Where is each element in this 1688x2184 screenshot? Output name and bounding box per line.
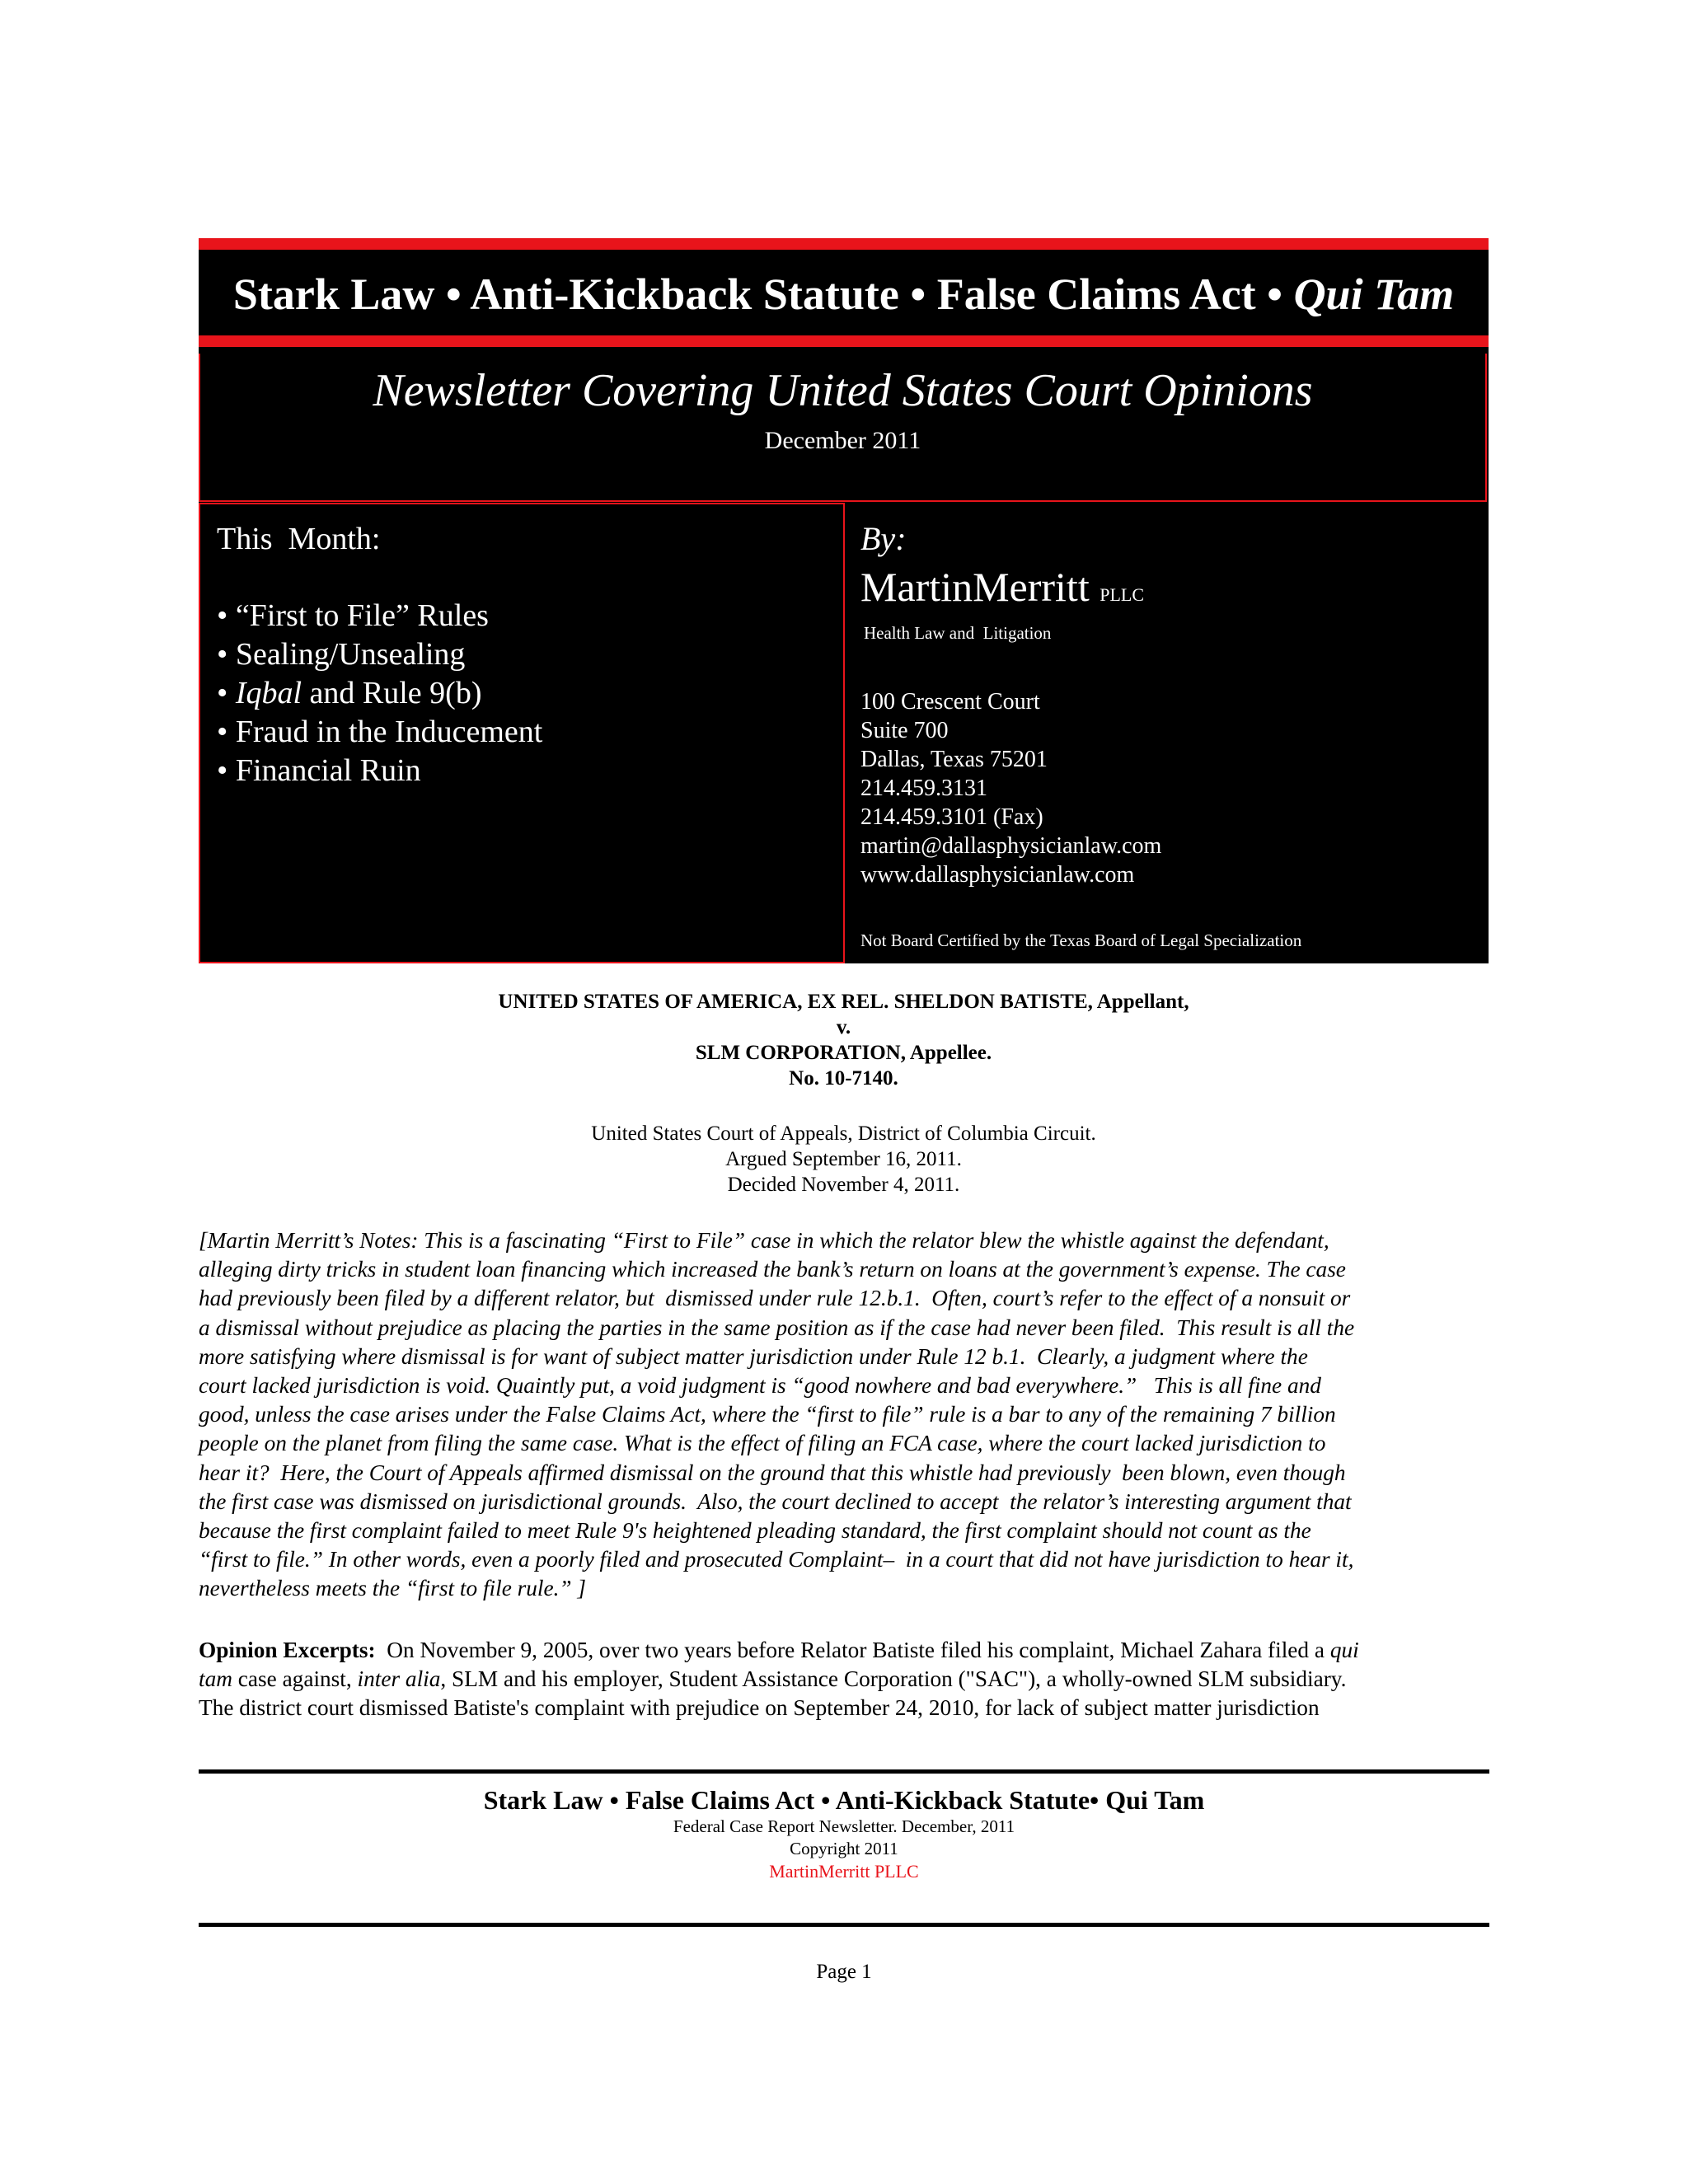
- topic-item: • Financial Ruin: [217, 753, 421, 788]
- notes-line: hear it? Here, the Court of Appeals affirmed dismissal on the ground that this whistle had previously been blown, even though: [199, 1460, 1346, 1485]
- by-label: By:: [860, 520, 907, 557]
- editor-notes: [199, 1226, 1489, 1604]
- red-top-bar: [199, 238, 1489, 250]
- notes-line: a dismissal without prejudice as placing the parties in the same position as if the case had never been filed. This result is all the: [199, 1315, 1355, 1340]
- notes-line: because the first complaint failed to meet Rule 9's heightened pleading standard, the first complaint should not count as the: [199, 1518, 1311, 1544]
- topic-item: • Sealing/Unsealing: [217, 637, 466, 672]
- phone-number: 214.459.3131: [860, 776, 987, 801]
- issue-date: December 2011: [764, 427, 921, 454]
- topics-list: [217, 597, 542, 790]
- newsletter-header: [199, 238, 1489, 963]
- notes-line: the first case was dismissed on jurisdictional grounds. Also, the court declined to accept the relator’s interesting argument that: [199, 1488, 1352, 1514]
- footer-firm-name: MartinMerritt PLLC: [769, 1861, 919, 1882]
- case-party-line: UNITED STATES OF AMERICA, EX REL. SHELDON BATISTE, Appellant,: [498, 991, 1189, 1013]
- topic-item: • “First to File” Rules: [217, 598, 489, 633]
- fax-number: 214.459.3101 (Fax): [860, 804, 1043, 830]
- footer-top-rule: [199, 1769, 1489, 1774]
- newsletter-subtitle: Newsletter Covering United States Court Opinions: [373, 365, 1313, 416]
- case-versus: v.: [836, 1016, 851, 1038]
- firm-tagline: Health Law and Litigation: [864, 623, 1052, 643]
- address-line: 100 Crescent Court: [860, 689, 1040, 715]
- address-line: Dallas, Texas 75201: [860, 747, 1048, 772]
- topic-item: • Iqbal and Rule 9(b): [217, 676, 482, 710]
- excerpt-line: The district court dismissed Batiste's complaint with prejudice on September 24, 2010, for lack of subject matter jurisdiction: [199, 1695, 1320, 1721]
- excerpt-line: tam case against, inter alia, SLM and his employer, Student Assistance Corporation ("SAC"), a wholly-owned SLM subsidiary.: [199, 1666, 1347, 1692]
- email-address: martin@dallasphysicianlaw.com: [860, 833, 1162, 859]
- this-month-heading: This Month:: [217, 522, 381, 556]
- address-line: Suite 700: [860, 718, 949, 743]
- notes-line: people on the planet from filing the same case. What is the effect of filing an FCA case, where the court lacked jurisdiction to: [199, 1431, 1326, 1456]
- footer-title: Stark Law • False Claims Act • Anti-Kickback Statute• Qui Tam: [483, 1785, 1205, 1815]
- firm-name: MartinMerritt PLLC: [860, 564, 1145, 610]
- notes-line: court lacked jurisdiction is void. Quaintly put, a void judgment is “good nowhere and bad everywhere.” This is all fine and: [199, 1373, 1321, 1399]
- footer-copyright: Copyright 2011: [790, 1839, 898, 1858]
- case-party-line: SLM CORPORATION, Appellee.: [695, 1042, 992, 1064]
- certification-disclaimer: Not Board Certified by the Texas Board of Legal Specialization: [860, 930, 1302, 950]
- notes-line: [Martin Merritt’s Notes: This is a fascinating “First to File” case in which the relator blew the whistle against the defendant,: [199, 1228, 1329, 1253]
- notes-line: nevertheless meets the “first to file rule.” ]: [199, 1576, 587, 1601]
- opinion-excerpts: [199, 1636, 1489, 1723]
- footer-newsletter-line: Federal Case Report Newsletter. December, 2011: [673, 1816, 1015, 1836]
- banner-title: Stark Law • Anti-Kickback Statute • False Claims Act • Qui Tam: [232, 269, 1455, 319]
- argued-date: Argued September 16, 2011.: [725, 1148, 962, 1170]
- notes-line: alleging dirty tricks in student loan financing which increased the bank’s return on loans at the government’s expense. The case: [199, 1257, 1346, 1282]
- red-divider-bar: [199, 335, 1489, 347]
- firm-contact: [860, 687, 1161, 889]
- decided-date: Decided November 4, 2011.: [727, 1174, 960, 1196]
- court-name: United States Court of Appeals, District of Columbia Circuit.: [591, 1122, 1096, 1145]
- footer-bottom-rule: [199, 1923, 1489, 1927]
- firm-panel: [860, 503, 1487, 963]
- notes-line: had previously been filed by a different relator, but dismissed under rule 12.b.1. Often, court’s refer to the effect of a nonsuit or: [199, 1286, 1351, 1311]
- this-month-panel: [199, 503, 845, 963]
- page-number: Page 1: [816, 1961, 872, 1983]
- court-info: [199, 1121, 1489, 1197]
- notes-line: good, unless the case arises under the False Claims Act, where the “first to file” rule is a bar to any of the remaining 7 billion: [199, 1402, 1336, 1427]
- website-url: www.dallasphysicianlaw.com: [860, 862, 1135, 888]
- notes-line: “first to file.” In other words, even a poorly filed and prosecuted Complaint– in a court that did not have jurisdiction to hear it,: [199, 1547, 1354, 1572]
- page-footer: [199, 1784, 1489, 1883]
- case-caption: [199, 989, 1489, 1091]
- topic-item: • Fraud in the Inducement: [217, 715, 543, 749]
- notes-line: more satisfying where dismissal is for want of subject matter jurisdiction under Rule 12 b.1. Clearly, a judgment where the: [199, 1343, 1308, 1369]
- subheader-box: [199, 354, 1487, 502]
- case-number: No. 10-7140.: [789, 1067, 898, 1090]
- excerpt-line: Opinion Excerpts: On November 9, 2005, over two years before Relator Batiste filed his complaint, Michael Zahara filed a qui: [199, 1638, 1359, 1662]
